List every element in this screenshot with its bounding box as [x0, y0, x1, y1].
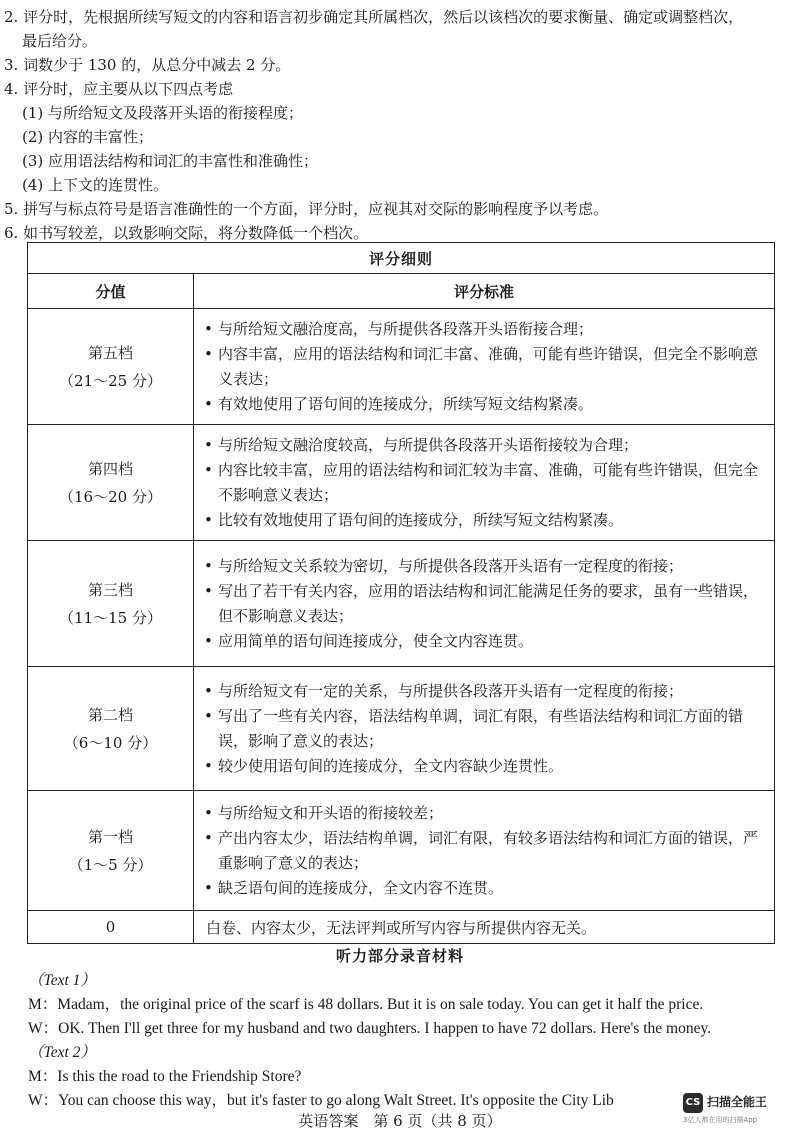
criteria-cell: [194, 667, 775, 791]
rule-3: 3. 词数少于 130 的，从总分中减去 2 分。: [4, 56, 291, 74]
text-2-man: M：Is this the road to the Friendship Store?: [28, 1068, 302, 1085]
rule-6: 6. 如书写较差，以致影响交际，将分数降低一个档次。: [4, 224, 369, 242]
text-1-man: M：Madam，the original price of the scarf is 48 dollars. But it is on sale today. You can get it half the price.: [28, 996, 704, 1013]
level-name: 第一档: [87, 827, 133, 846]
text-2-woman: W：You can choose this way，but it's faster to go along Walt Street. It's opposite the City Lib: [28, 1092, 614, 1109]
rule-5: 5. 拼写与标点符号是语言准确性的一个方面，评分时，应视其对交际的影响程度予以考虑。: [4, 200, 609, 218]
level-name: 第二档: [87, 705, 133, 724]
table-title: 评分细则: [28, 243, 775, 274]
rule-4-item: (3) 应用语法结构和词汇的丰富性和准确性；: [22, 152, 319, 170]
level-range: （1～5 分）: [68, 855, 153, 874]
level-cell: [28, 791, 194, 911]
rule-4-item: (4) 上下文的连贯性。: [22, 176, 169, 194]
criteria-item: • 较少使用语句间的连接成分，全文内容缺少连贯性。: [204, 754, 766, 779]
level-cell: [28, 667, 194, 791]
criteria-cell: [194, 309, 775, 425]
rule-4: 4. 评分时，应主要从以下四点考虑: [4, 80, 234, 98]
text-2-label: （Text 2）: [28, 1044, 96, 1061]
scanner-name: 扫描全能王: [707, 1095, 768, 1109]
criteria-cell: [194, 791, 775, 911]
criteria-item: • 有效地使用了语句间的连接成分，所续写短文结构紧凑。: [204, 392, 766, 417]
table-row: [28, 791, 775, 911]
column-header-criteria: 评分标准: [194, 274, 775, 309]
criteria-item: • 与所给短文融洽度高，与所提供各段落开头语衔接合理；: [204, 317, 766, 342]
table-row: [28, 309, 775, 425]
criteria-item: • 缺乏语句间的连接成分，全文内容不连贯。: [204, 876, 766, 901]
table-row: [28, 541, 775, 667]
criteria-item: • 写出了一些有关内容，语法结构单调，词汇有限，有些语法结构和词汇方面的错误，影响了意义的表达；: [204, 704, 766, 754]
level-cell: [28, 541, 194, 667]
criteria-item: • 产出内容太少，语法结构单调，词汇有限，有较多语法结构和词汇方面的错误，严重影响了意义的表达；: [204, 826, 766, 876]
scanner-logo-icon: CS: [683, 1093, 703, 1113]
rule-2-line-1: 2. 评分时，先根据所续写短文的内容和语言初步确定其所属档次，然后以该档次的要求衡量、确定或调整档次，: [4, 8, 744, 26]
criteria-item: • 内容比较丰富，应用的语法结构和词汇较为丰富、准确，可能有些许错误，但完全不影响意义表达；: [204, 458, 766, 508]
criteria-cell: [194, 425, 775, 541]
grading-table: [27, 242, 775, 944]
criteria-item: • 与所给短文关系较为密切，与所提供各段落开头语有一定程度的衔接；: [204, 554, 766, 579]
table-row: [28, 911, 775, 944]
level-name: 第四档: [87, 459, 133, 478]
criteria-item: • 写出了若干有关内容，应用的语法结构和词汇能满足任务的要求，虽有一些错误，但不影响意义表达；: [204, 579, 766, 629]
page-footer: 英语答案 第 6 页（共 8 页）: [298, 1112, 502, 1130]
level-name: 第五档: [87, 343, 133, 362]
criteria-item: • 与所给短文有一定的关系，与所提供各段落开头语有一定程度的衔接；: [204, 679, 766, 704]
scanner-slogan: 3亿人都在用的扫描App: [683, 1116, 758, 1124]
text-1-woman: W：OK. Then I'll get three for my husband and two daughters. I happen to have 72 dollars. Here's the money.: [28, 1020, 712, 1037]
listening-title: 听力部分录音材料: [335, 947, 464, 965]
criteria-item: • 与所给短文和开头语的衔接较差；: [204, 801, 766, 826]
criteria-item: • 比较有效地使用了语句间的连接成分，所续写短文结构紧凑。: [204, 508, 766, 533]
level-range: （11～15 分）: [59, 608, 162, 627]
table-row: [28, 425, 775, 541]
rule-2-line-2: 最后给分。: [22, 32, 98, 50]
level-range: （21～25 分）: [59, 371, 162, 390]
criteria-item: • 内容丰富，应用的语法结构和词汇丰富、准确，可能有些许错误，但完全不影响意义表达；: [204, 342, 766, 392]
rule-4-item: (2) 内容的丰富性；: [22, 128, 154, 146]
criteria-cell: [194, 541, 775, 667]
level-name: 第三档: [87, 580, 133, 599]
rule-4-item: (1) 与所给短文及段落开头语的衔接程度；: [22, 104, 304, 122]
zero-score: 0: [28, 911, 194, 944]
zero-description: 白卷、内容太少，无法评判或所写内容与所提供内容无关。: [194, 911, 775, 944]
column-header-score: 分值: [28, 274, 194, 309]
text-1-label: （Text 1）: [28, 972, 96, 989]
criteria-item: • 应用简单的语句间连接成分，使全文内容连贯。: [204, 629, 766, 654]
level-range: （16～20 分）: [59, 487, 162, 506]
level-cell: [28, 425, 194, 541]
table-header-row: [28, 274, 775, 309]
level-cell: [28, 309, 194, 425]
criteria-item: • 与所给短文融洽度较高，与所提供各段落开头语衔接较为合理；: [204, 433, 766, 458]
table-row: [28, 667, 775, 791]
level-range: （6～10 分）: [63, 733, 158, 752]
